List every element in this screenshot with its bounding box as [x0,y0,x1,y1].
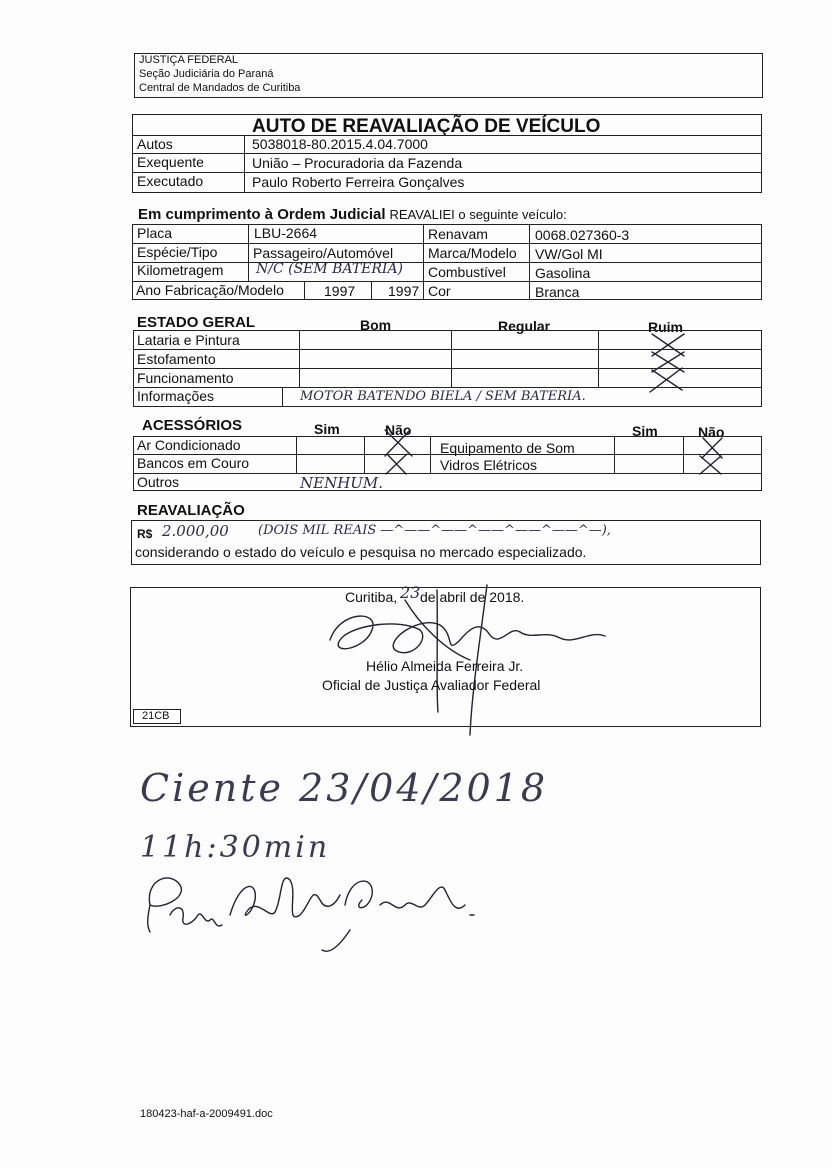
combustivel-label: Combustível [428,264,506,280]
document-title: AUTO DE REAVALIAÇÃO DE VEÍCULO [252,116,601,137]
km-value-handwritten: N/C (SEM BATERIA) [256,261,404,277]
officer-name: Hélio Almeida Ferreira Jr. [366,658,524,674]
renavam-label: Renavam [428,226,488,242]
intro-bold: Em cumprimento à Ordem Judicial [138,206,386,223]
ciente-handwritten: Ciente 23/04/2018 [140,766,549,810]
autos-label: Autos [137,136,173,152]
bancos-couro-label: Bancos em Couro [137,455,250,471]
date-day-handwritten: 23 [400,583,421,602]
acessorios-col-nao: Não [385,422,412,438]
acessorios-col-nao-2: Não [698,424,725,440]
estado-row-lataria: Lataria e Pintura [137,332,240,348]
exequente-label: Exequente [137,154,204,170]
amount-words-handwritten: (DOIS MIL REAIS —^——^——^——^——^——^—), [258,523,611,538]
executado-value: Paulo Roberto Ferreira Gonçalves [252,174,465,190]
marca-value: VW/Gol MI [535,246,603,262]
ar-condicionado-label: Ar Condicionado [137,437,241,453]
km-label: Kilometragem [137,262,224,278]
estado-row-estofamento: Estofamento [137,351,216,367]
footer-filename: 180423-haf-a-2009491.doc [140,1108,273,1120]
marca-label: Marca/Modelo [428,245,517,261]
officer-role: Oficial de Justiça Avaliador Federal [322,677,541,693]
acessorios-col-sim-2: Sim [632,423,658,439]
reavaliacao-heading: REAVALIAÇÃO [137,502,245,519]
estado-col-bom: Bom [360,317,392,333]
acessorios-col-sim: Sim [314,421,340,437]
vidros-eletricos-label: Vidros Elétricos [440,457,538,473]
informacoes-label: Informações [137,388,215,404]
header-line-1: JUSTIÇA FEDERAL [139,54,239,66]
renavam-value: 0068.027360-3 [535,227,630,243]
form-code: 21CB [133,709,181,724]
combustivel-value: Gasolina [535,265,591,281]
outros-value-handwritten: NENHUM. [300,474,384,492]
cor-label: Cor [428,283,451,299]
exequente-value: União – Procuradoria da Fazenda [252,155,463,171]
estado-row-funcionamento: Funcionamento [137,370,234,386]
especie-label: Espécie/Tipo [137,244,218,260]
time-handwritten: 11h:30min [140,830,331,865]
informacoes-value-handwritten: MOTOR BATENDO BIELA / SEM BATERIA. [300,389,586,404]
placa-value: LBU-2664 [254,225,318,241]
equipamento-som-label: Equipamento de Som [440,440,575,456]
placa-label: Placa [137,225,173,241]
autos-value: 5038018-80.2015.4.04.7000 [252,136,428,152]
ano-fab-value: 1997 [324,283,356,299]
reavaliacao-consider: considerando o estado do veículo e pesquisa no mercado especializado. [135,544,587,560]
header-line-2: Seção Judiciária do Paraná [139,68,274,80]
outros-label: Outros [137,474,180,490]
estado-col-ruim: Ruim [648,319,683,335]
estado-col-regular: Regular [498,318,551,334]
ano-mod-value: 1997 [388,283,420,299]
currency-label: R$ [137,527,153,541]
ano-label: Ano Fabricação/Modelo [136,282,284,298]
cor-value: Branca [535,284,580,300]
date-city: Curitiba, [345,589,398,605]
executado-label: Executado [137,173,204,189]
amount-handwritten: 2.000,00 [162,522,229,540]
header-line-3: Central de Mandados de Curitiba [139,82,301,94]
intro-rest: REAVALIEI o seguinte veículo: [389,207,567,222]
especie-value: Passageiro/Automóvel [253,245,394,261]
acessorios-heading: ACESSÓRIOS [142,417,243,434]
estado-heading: ESTADO GERAL [137,314,256,331]
date-rest: de abril de 2018. [420,589,525,605]
